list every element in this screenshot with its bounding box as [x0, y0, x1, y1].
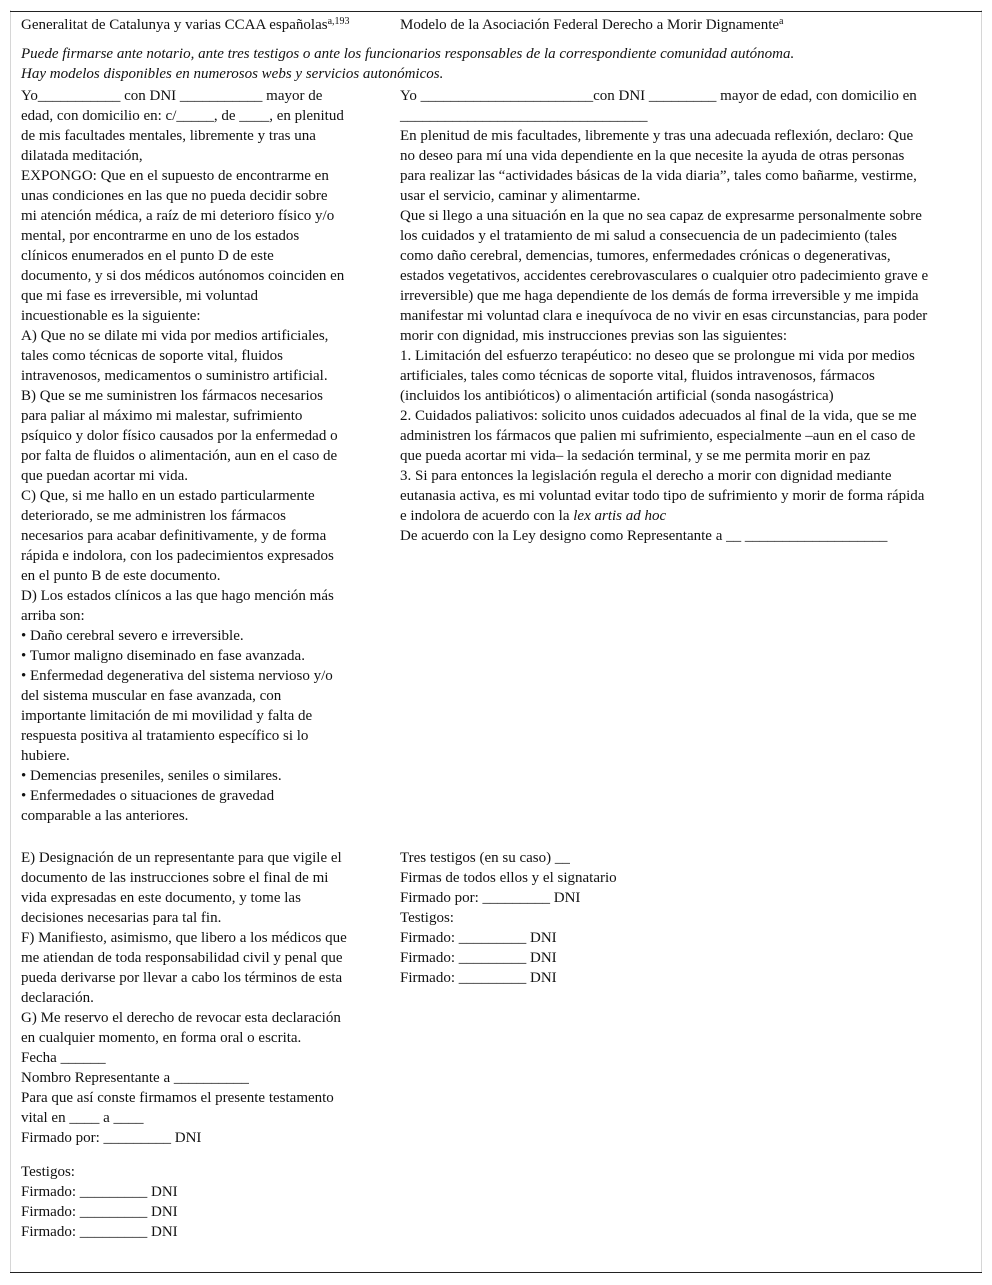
left-column-top	[21, 86, 366, 826]
text-line: vida expresadas en este documento, y tome las	[21, 890, 301, 906]
text-line: deteriorado, se me administren los fármacos	[21, 508, 286, 524]
text-line: vital en ____ a ____	[21, 1110, 144, 1126]
text-line: mental, por encontrarme en uno de los estados	[21, 228, 300, 244]
text-line: intravenosos, medicamentos o suministro artificial.	[21, 368, 328, 384]
text-line: artificiales, tales como técnicas de soporte vital, fluidos intravenosos, fármacos	[400, 368, 875, 384]
signature-field: Firmado por: _________ DNI	[21, 1130, 202, 1146]
text-line: para paliar al máximo mi malestar, sufrimiento	[21, 408, 303, 424]
text-line: pueda derivarse por llevar a cabo los términos de esta	[21, 970, 343, 986]
date-field: Fecha ______	[21, 1050, 106, 1066]
text-line: eutanasia activa, es mi voluntad evitar todo tipo de sufrimiento y morir de forma rápida	[400, 488, 925, 504]
text-line: EXPONGO: Que en el supuesto de encontrarme en	[21, 168, 329, 184]
right-column-bottom	[400, 848, 960, 988]
left-header-sup: a,193	[327, 16, 350, 27]
text-line: en cualquier momento, en forma oral o escrita.	[21, 1030, 302, 1046]
text-line: para realizar las “actividades básicas de la vida diaria”, tales como bañarme, vestirme,	[400, 168, 917, 184]
text-line: de mis facultades mentales, libremente y tras una	[21, 128, 316, 144]
text-line: • Enfermedades o situaciones de gravedad	[21, 788, 275, 804]
text-line: decisiones necesarias para tal fin.	[21, 910, 222, 926]
text-line: comparable a las anteriores.	[21, 808, 189, 824]
text-line: Que si llego a una situación en la que no sea capaz de expresarme personalmente sobre	[400, 208, 922, 224]
note-line: Hay modelos disponibles en numerosos webs y servicios autonómicos.	[21, 66, 444, 82]
text-line: Firmas de todos ellos y el signatario	[400, 870, 617, 886]
text-line: que pueda acortar mi vida– la sedación terminal, y se me permita morir en paz	[400, 448, 871, 464]
text-line: morir con dignidad, mis instrucciones previas son las siguientes:	[400, 328, 788, 344]
text-line: estados vegetativos, accidentes cerebrovasculares o cualquier otro padecimiento grave e	[400, 268, 929, 284]
witness-signature: Firmado: _________ DNI	[21, 1204, 178, 1220]
text-line: en el punto B de este documento.	[21, 568, 221, 584]
text-line: _________________________________	[400, 108, 648, 124]
signature-field: Firmado por: _________ DNI	[400, 890, 581, 906]
witness-signature: Firmado: _________ DNI	[21, 1184, 178, 1200]
note-line: Puede firmarse ante notario, ante tres testigos o ante los funcionarios responsables de la correspondiente comunidad autónoma.	[21, 46, 795, 62]
text-line: documento de las instrucciones sobre el final de mi	[21, 870, 329, 886]
text-line: incuestionable es la siguiente:	[21, 308, 201, 324]
text-line: administren los fármacos que palien mi sufrimiento, especialmente –aun en el caso de	[400, 428, 916, 444]
lex-prefix: e indolora de acuerdo con la	[400, 508, 574, 524]
representative-field: Nombro Representante a __________	[21, 1070, 249, 1086]
lex-artis-italic: lex artis ad hoc	[573, 508, 667, 524]
text-line: • Demencias preseniles, seniles o similares.	[21, 768, 282, 784]
witness-signature: Firmado: _________ DNI	[21, 1224, 178, 1240]
text-line: Yo _______________________con DNI _________ mayor de edad, con domicilio en	[400, 88, 917, 104]
right-header-sup: a	[779, 16, 784, 27]
text-line: como daño cerebral, demencias, tumores, enfermedades crónicas o degenerativas,	[400, 248, 891, 264]
text-line: importante limitación de mi movilidad y falta de	[21, 708, 313, 724]
text-line: manifestar mi voluntad clara e inequívoca de no vivir en esas circunstancias, para poder	[400, 308, 928, 324]
text-line: clínicos enumerados en el punto D de este	[21, 248, 274, 264]
text-line: • Enfermedad degenerativa del sistema nervioso y/o	[21, 668, 333, 684]
text-line: F) Manifiesto, asimismo, que libero a los médicos que	[21, 930, 347, 946]
witness-signature: Firmado: _________ DNI	[400, 930, 557, 946]
right-header-title: Modelo de la Asociación Federal Derecho a Morir Dignamente	[400, 17, 780, 33]
text-line: los cuidados y el tratamiento de mi salud a consecuencia de un padecimiento (tales	[400, 228, 897, 244]
text-line: dilatada meditación,	[21, 148, 143, 164]
bottom-rule	[10, 1272, 982, 1273]
text-line: D) Los estados clínicos a las que hago mención más	[21, 588, 334, 604]
text-line: unas condiciones en las que no pueda decidir sobre	[21, 188, 328, 204]
text-line: En plenitud de mis facultades, libremente y tras una adecuada reflexión, declaro: Que	[400, 128, 914, 144]
text-line: que puedan acortar mi vida.	[21, 468, 189, 484]
representative-field: De acuerdo con la Ley designo como Representante a __ ___________________	[400, 528, 888, 544]
right-column-top	[400, 86, 960, 546]
text-line: G) Me reservo el derecho de revocar esta declaración	[21, 1010, 341, 1026]
text-line: respuesta positiva al tratamiento específico si lo	[21, 728, 309, 744]
text-line: (incluidos los antibióticos) o alimentación artificial (sonda nasogástrica)	[400, 388, 834, 404]
text-line: • Daño cerebral severo e irreversible.	[21, 628, 244, 644]
text-line: que mi fase es irreversible, mi voluntad	[21, 288, 259, 304]
text-line: no deseo para mí una vida dependiente en la que necesite la ayuda de otras personas	[400, 148, 905, 164]
top-rule	[10, 11, 982, 12]
text-line: B) Que se me suministren los fármacos necesarios	[21, 388, 323, 404]
left-column-header	[21, 15, 366, 35]
text-line: tales como técnicas de soporte vital, fluidos	[21, 348, 284, 364]
text-line: E) Designación de un representante para que vigile el	[21, 850, 342, 866]
text-line: me atiendan de toda responsabilidad civil y penal que	[21, 950, 343, 966]
text-line: • Tumor maligno diseminado en fase avanzada.	[21, 648, 305, 664]
text-line: psíquico y dolor físico causados por la enfermedad o	[21, 428, 338, 444]
text-line: por falta de fluidos o alimentación, aun en el caso de	[21, 448, 338, 464]
text-line: mi atención médica, a raíz de mi deterioro físico y/o	[21, 208, 335, 224]
text-line: documento, y si dos médicos autónomos coinciden en	[21, 268, 345, 284]
left-header-title: Generalitat de Catalunya y varias CCAA españolas	[21, 17, 328, 33]
text-line: arriba son:	[21, 608, 85, 624]
lex-artis-line	[400, 506, 960, 526]
witness-signature: Firmado: _________ DNI	[400, 970, 557, 986]
text-line: necesarios para acabar definitivamente, y de forma	[21, 528, 327, 544]
text-line: Para que así conste firmamos el presente testamento	[21, 1090, 334, 1106]
witnesses-heading: Testigos:	[400, 910, 454, 926]
text-line: A) Que no se dilate mi vida por medios artificiales,	[21, 328, 329, 344]
text-line: 3. Si para entonces la legislación regula el derecho a morir con dignidad mediante	[400, 468, 892, 484]
table-note	[21, 44, 961, 84]
text-line: 1. Limitación del esfuerzo terapéutico: no deseo que se prolongue mi vida por medios	[400, 348, 915, 364]
text-line: rápida e indolora, con los padecimientos expresados	[21, 548, 334, 564]
witnesses-count-field: Tres testigos (en su caso) __	[400, 850, 570, 866]
text-line: irreversible) que me haga dependiente de los demás de forma irreversible y me impida	[400, 288, 919, 304]
left-column-bottom	[21, 848, 366, 1242]
right-column-header	[400, 15, 960, 35]
text-line: del sistema muscular en fase avanzada, con	[21, 688, 282, 704]
text-line: usar el servicio, caminar y alimentarme.	[400, 188, 641, 204]
text-line: 2. Cuidados paliativos: solicito unos cuidados adecuados al final de la vida, que se me	[400, 408, 917, 424]
witness-signature: Firmado: _________ DNI	[400, 950, 557, 966]
text-line: declaración.	[21, 990, 94, 1006]
text-line: edad, con domicilio en: c/_____, de ____, en plenitud	[21, 108, 344, 124]
witnesses-heading: Testigos:	[21, 1164, 75, 1180]
text-line: Yo___________ con DNI ___________ mayor de	[21, 88, 323, 104]
spacer	[21, 1148, 366, 1162]
text-line: hubiere.	[21, 748, 70, 764]
text-line: C) Que, si me hallo en un estado particularmente	[21, 488, 315, 504]
